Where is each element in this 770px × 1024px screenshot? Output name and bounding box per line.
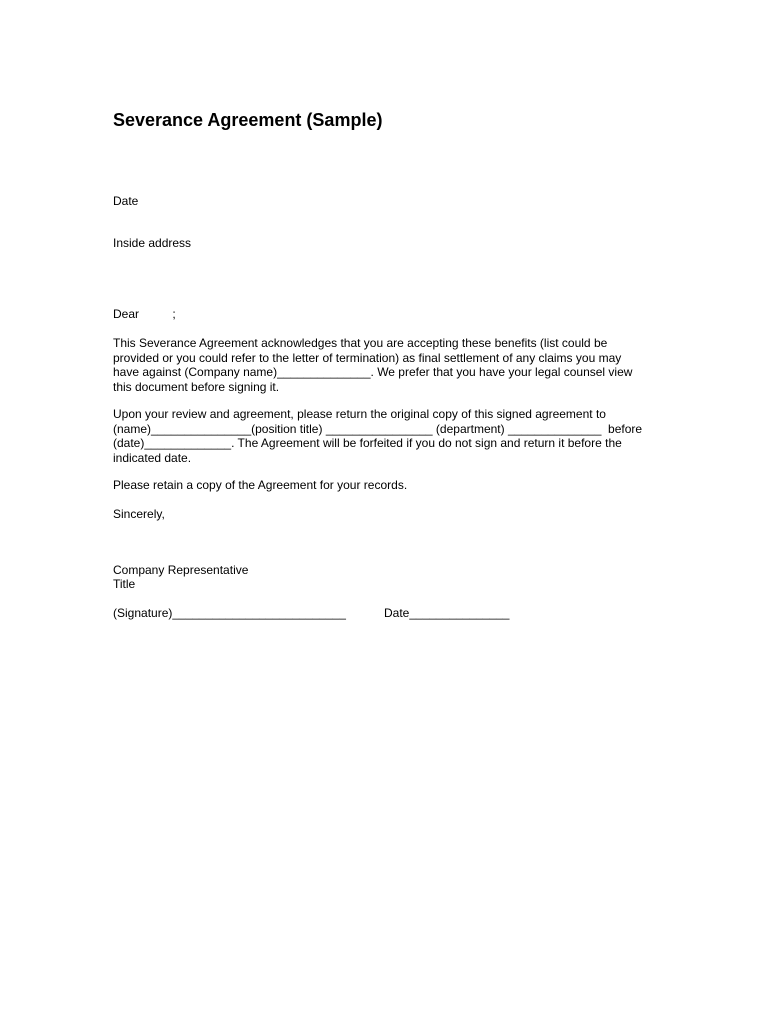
paragraph-line: Upon your review and agreement, please return the original copy of this signed agreement to [113, 407, 606, 421]
paragraph-line: this document before signing it. [113, 379, 280, 394]
paragraph-retain: Please retain a copy of the Agreement for your records. [113, 478, 408, 492]
paragraph-line: (date)_____________. The Agreement will be forfeited if you do not sign and return it before the [113, 436, 622, 450]
paragraph-benefits [113, 336, 632, 394]
paragraph-line: provided or you could refer to the letter of termination) as final settlement of any claims you may [113, 350, 622, 365]
inside-address: Inside address [113, 236, 192, 250]
signature-line: (Signature)__________________________ [113, 606, 346, 620]
closing: Sincerely, [113, 507, 165, 521]
paragraph-line: This Severance Agreement acknowledges that you are accepting these benefits (list could be [113, 336, 608, 350]
document-title: Severance Agreement (Sample) [113, 110, 383, 130]
paragraph-line: indicated date. [113, 450, 192, 465]
paragraph-return [113, 407, 642, 465]
representative-name: Company Representative [113, 563, 249, 577]
representative-title: Title [113, 577, 136, 591]
signature-date-line: Date_______________ [384, 606, 510, 620]
paragraph-line: (name)_______________(position title) ________________ (department) ______________ before [113, 421, 643, 436]
salutation: Dear ; [113, 307, 176, 321]
date-label: Date [113, 194, 139, 208]
paragraph-line: have against (Company name)______________. We prefer that you have your legal counsel view [113, 365, 633, 379]
